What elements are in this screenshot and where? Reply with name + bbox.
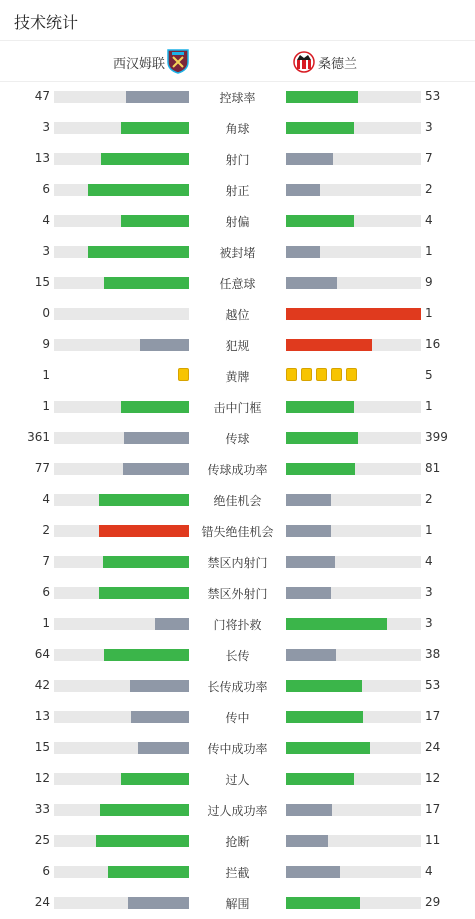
away-stat-bar (286, 432, 421, 444)
yellow-card-icon (286, 368, 297, 381)
home-stat-bar (54, 215, 189, 227)
home-stat-value: 0 (42, 306, 50, 320)
home-stat-value: 1 (42, 399, 50, 413)
stat-row (0, 856, 475, 887)
stat-row (0, 205, 475, 236)
stat-label: 错失绝佳机会 (201, 525, 274, 539)
away-stat-value: 17 (425, 802, 441, 816)
stat-row (0, 825, 475, 856)
home-stat-bar-fill (99, 494, 189, 506)
away-stat-value: 38 (425, 647, 441, 661)
stat-label: 解围 (225, 897, 250, 911)
home-stat-value: 13 (34, 151, 50, 165)
home-stat-bar-fill (99, 525, 189, 537)
away-stat-bar-fill (286, 122, 354, 134)
home-stat-value: 3 (42, 244, 50, 258)
sunderland-crest-icon (292, 51, 316, 77)
home-stat-bar-fill (121, 773, 189, 785)
home-stat-bar-fill (104, 649, 189, 661)
west-ham-crest-icon (166, 48, 190, 78)
home-stat-bar (54, 804, 189, 816)
away-stat-bar-fill (286, 649, 336, 661)
home-stat-bar-fill (121, 215, 189, 227)
away-stat-value: 2 (425, 182, 433, 196)
home-stat-value: 64 (34, 647, 50, 661)
stat-row (0, 143, 475, 174)
away-stat-value: 1 (425, 244, 433, 258)
home-stat-bar-fill (123, 463, 189, 475)
away-stat-bar-fill (286, 680, 362, 692)
away-stat-value: 399 (425, 430, 448, 444)
away-stat-bar (286, 525, 421, 537)
stat-row (0, 484, 475, 515)
stat-row (0, 887, 475, 918)
home-stat-bar (54, 587, 189, 599)
home-stat-value: 361 (27, 430, 50, 444)
yellow-card-icon (301, 368, 312, 381)
yellow-card-icon (316, 368, 327, 381)
stat-row (0, 763, 475, 794)
away-stat-bar-fill (286, 91, 358, 103)
stat-row (0, 732, 475, 763)
stat-row (0, 639, 475, 670)
away-stat-bar-fill (286, 401, 354, 413)
away-stat-bar-fill (286, 835, 328, 847)
away-stat-bar (286, 618, 421, 630)
away-stat-value: 24 (425, 740, 441, 754)
home-stat-bar-fill (124, 432, 189, 444)
home-stat-value: 15 (34, 275, 50, 289)
home-stat-bar (54, 277, 189, 289)
home-stat-value: 12 (34, 771, 50, 785)
stat-label: 门将扑救 (213, 618, 262, 632)
home-stat-value: 2 (42, 523, 50, 537)
stat-label: 犯规 (225, 339, 250, 353)
away-stat-bar-fill (286, 215, 354, 227)
home-stat-value: 33 (34, 802, 50, 816)
home-stat-bar-fill (88, 184, 189, 196)
stat-row (0, 577, 475, 608)
yellow-card-icon (331, 368, 342, 381)
home-stat-bar (54, 153, 189, 165)
yellow-card-icon (346, 368, 357, 381)
away-stat-bar-fill (286, 773, 354, 785)
stat-label: 抢断 (225, 835, 250, 849)
home-stat-value: 1 (42, 616, 50, 630)
home-stat-value: 7 (42, 554, 50, 568)
home-stat-bar-fill (126, 91, 189, 103)
away-stat-value: 9 (425, 275, 433, 289)
away-stat-bar (286, 494, 421, 506)
stat-label: 长传 (225, 649, 250, 663)
stat-label: 击中门框 (213, 401, 262, 415)
stat-row (0, 112, 475, 143)
away-stat-bar-fill (286, 153, 333, 165)
stat-row (0, 453, 475, 484)
away-stat-value: 3 (425, 585, 433, 599)
away-stat-bar (286, 680, 421, 692)
away-stat-value: 11 (425, 833, 441, 847)
stat-row (0, 174, 475, 205)
away-stat-bar (286, 339, 421, 351)
away-stat-bar-fill (286, 339, 372, 351)
page-title: 技术统计 (14, 13, 79, 32)
away-stat-value: 1 (425, 399, 433, 413)
away-stat-value: 1 (425, 306, 433, 320)
stat-label: 过人 (225, 773, 250, 787)
stat-row (0, 701, 475, 732)
away-stat-bar-fill (286, 277, 337, 289)
away-stat-bar-fill (286, 897, 360, 909)
home-stat-bar-fill (131, 711, 189, 723)
home-stat-bar (54, 680, 189, 692)
home-stat-bar-fill (130, 680, 189, 692)
header-divider (0, 40, 475, 41)
away-stat-bar-fill (286, 587, 331, 599)
home-stat-value: 15 (34, 740, 50, 754)
away-stat-bar-fill (286, 556, 335, 568)
stat-label: 传球 (225, 432, 250, 446)
stat-label: 控球率 (219, 91, 256, 105)
home-stat-bar-fill (108, 866, 189, 878)
stat-label: 过人成功率 (207, 804, 268, 818)
away-yellow-cards (286, 368, 421, 382)
stat-label: 传中成功率 (207, 742, 268, 756)
stat-row (0, 608, 475, 639)
away-stat-value: 29 (425, 895, 441, 909)
home-stat-bar-fill (88, 246, 189, 258)
away-stat-value: 7 (425, 151, 433, 165)
home-stat-value: 13 (34, 709, 50, 723)
stat-row (0, 267, 475, 298)
away-stat-value: 2 (425, 492, 433, 506)
stat-label: 拦截 (225, 866, 250, 880)
away-stat-bar-fill (286, 711, 363, 723)
away-stat-bar-fill (286, 308, 421, 320)
stat-row (0, 298, 475, 329)
home-stat-bar-fill (103, 556, 189, 568)
home-stat-bar (54, 556, 189, 568)
home-stat-bar (54, 184, 189, 196)
away-stat-value: 12 (425, 771, 441, 785)
away-stat-value: 53 (425, 89, 441, 103)
away-stat-bar (286, 835, 421, 847)
stat-label: 长传成功率 (207, 680, 268, 694)
home-stat-value: 1 (42, 368, 50, 382)
stat-row (0, 391, 475, 422)
home-stat-bar (54, 866, 189, 878)
away-stat-bar (286, 897, 421, 909)
away-stat-bar (286, 773, 421, 785)
away-stat-value: 5 (425, 368, 433, 382)
away-stat-bar-fill (286, 432, 358, 444)
stat-row (0, 794, 475, 825)
away-stat-bar-fill (286, 804, 332, 816)
home-stat-bar (54, 122, 189, 134)
away-stat-value: 1 (425, 523, 433, 537)
away-stat-value: 4 (425, 213, 433, 227)
away-stat-bar (286, 215, 421, 227)
away-stat-bar (286, 184, 421, 196)
home-stat-bar (54, 401, 189, 413)
stat-row (0, 236, 475, 267)
home-stat-bar (54, 618, 189, 630)
away-stat-bar-fill (286, 184, 320, 196)
home-stat-value: 6 (42, 182, 50, 196)
away-stat-value: 3 (425, 616, 433, 630)
home-stat-bar (54, 246, 189, 258)
home-yellow-cards (54, 368, 189, 382)
home-team-name: 西汉姆联 (113, 57, 166, 72)
stat-label: 禁区内射门 (207, 556, 268, 570)
teams-header (0, 45, 475, 81)
home-stat-bar (54, 339, 189, 351)
away-stat-value: 4 (425, 554, 433, 568)
home-stat-bar (54, 525, 189, 537)
stat-label: 传中 (225, 711, 250, 725)
away-stat-bar (286, 649, 421, 661)
home-stat-bar-fill (104, 277, 189, 289)
yellow-card-icon (178, 368, 189, 381)
home-stat-value: 42 (34, 678, 50, 692)
away-stat-bar (286, 556, 421, 568)
home-stat-bar (54, 91, 189, 103)
stat-row (0, 515, 475, 546)
away-stat-bar (286, 91, 421, 103)
home-stat-bar-fill (99, 587, 189, 599)
away-stat-bar (286, 711, 421, 723)
home-stat-bar (54, 649, 189, 661)
home-stat-value: 25 (34, 833, 50, 847)
home-stat-value: 77 (34, 461, 50, 475)
stat-label: 任意球 (219, 277, 256, 291)
home-stat-bar-fill (100, 804, 189, 816)
home-stat-bar (54, 308, 189, 320)
home-stat-value: 9 (42, 337, 50, 351)
stat-row (0, 546, 475, 577)
away-stat-value: 17 (425, 709, 441, 723)
away-stat-bar (286, 308, 421, 320)
home-stat-bar (54, 711, 189, 723)
home-stat-value: 4 (42, 492, 50, 506)
home-stat-value: 24 (34, 895, 50, 909)
home-stat-bar (54, 463, 189, 475)
stat-label: 被封堵 (219, 246, 256, 260)
away-stat-bar (286, 122, 421, 134)
away-stat-bar (286, 866, 421, 878)
home-stat-value: 6 (42, 585, 50, 599)
home-stat-bar-fill (140, 339, 189, 351)
stat-row (0, 422, 475, 453)
home-stat-value: 47 (34, 89, 50, 103)
stat-label: 角球 (225, 122, 250, 136)
away-stat-bar (286, 277, 421, 289)
away-stat-bar (286, 153, 421, 165)
away-stat-bar (286, 246, 421, 258)
stat-row (0, 670, 475, 701)
stat-label: 射偏 (225, 215, 250, 229)
away-stat-bar (286, 463, 421, 475)
away-stat-value: 3 (425, 120, 433, 134)
stat-label: 越位 (225, 308, 250, 322)
home-stat-bar-fill (96, 835, 189, 847)
away-stat-bar-fill (286, 494, 331, 506)
away-stat-bar-fill (286, 742, 370, 754)
away-stat-bar-fill (286, 246, 320, 258)
home-stat-value: 3 (42, 120, 50, 134)
stat-row (0, 81, 475, 112)
stat-label: 传球成功率 (207, 463, 268, 477)
home-stat-bar (54, 432, 189, 444)
away-team-name: 桑德兰 (318, 57, 358, 72)
home-stat-bar (54, 773, 189, 785)
away-stat-value: 81 (425, 461, 441, 475)
home-stat-bar-fill (128, 897, 189, 909)
home-stat-bar (54, 835, 189, 847)
away-stat-bar (286, 401, 421, 413)
away-stat-bar-fill (286, 525, 331, 537)
home-stat-value: 6 (42, 864, 50, 878)
home-stat-bar (54, 897, 189, 909)
stat-row (0, 329, 475, 360)
stat-label: 黄牌 (225, 370, 250, 384)
home-stat-bar-fill (101, 153, 189, 165)
home-stat-bar (54, 494, 189, 506)
away-stat-bar (286, 742, 421, 754)
home-stat-value: 4 (42, 213, 50, 227)
away-stat-bar-fill (286, 463, 355, 475)
home-stat-bar-fill (121, 122, 189, 134)
away-stat-value: 4 (425, 864, 433, 878)
home-stat-bar (54, 742, 189, 754)
home-stat-bar-fill (155, 618, 189, 630)
away-stat-value: 53 (425, 678, 441, 692)
stat-label: 射门 (225, 153, 250, 167)
stat-label: 禁区外射门 (207, 587, 268, 601)
home-stat-bar-fill (138, 742, 189, 754)
away-stat-value: 16 (425, 337, 441, 351)
home-stat-bar-fill (121, 401, 189, 413)
stat-label: 射正 (225, 184, 250, 198)
stat-label: 绝佳机会 (213, 494, 262, 508)
stat-row (0, 360, 475, 391)
away-stat-bar-fill (286, 866, 340, 878)
away-stat-bar-fill (286, 618, 387, 630)
away-stat-bar (286, 587, 421, 599)
away-stat-bar (286, 804, 421, 816)
